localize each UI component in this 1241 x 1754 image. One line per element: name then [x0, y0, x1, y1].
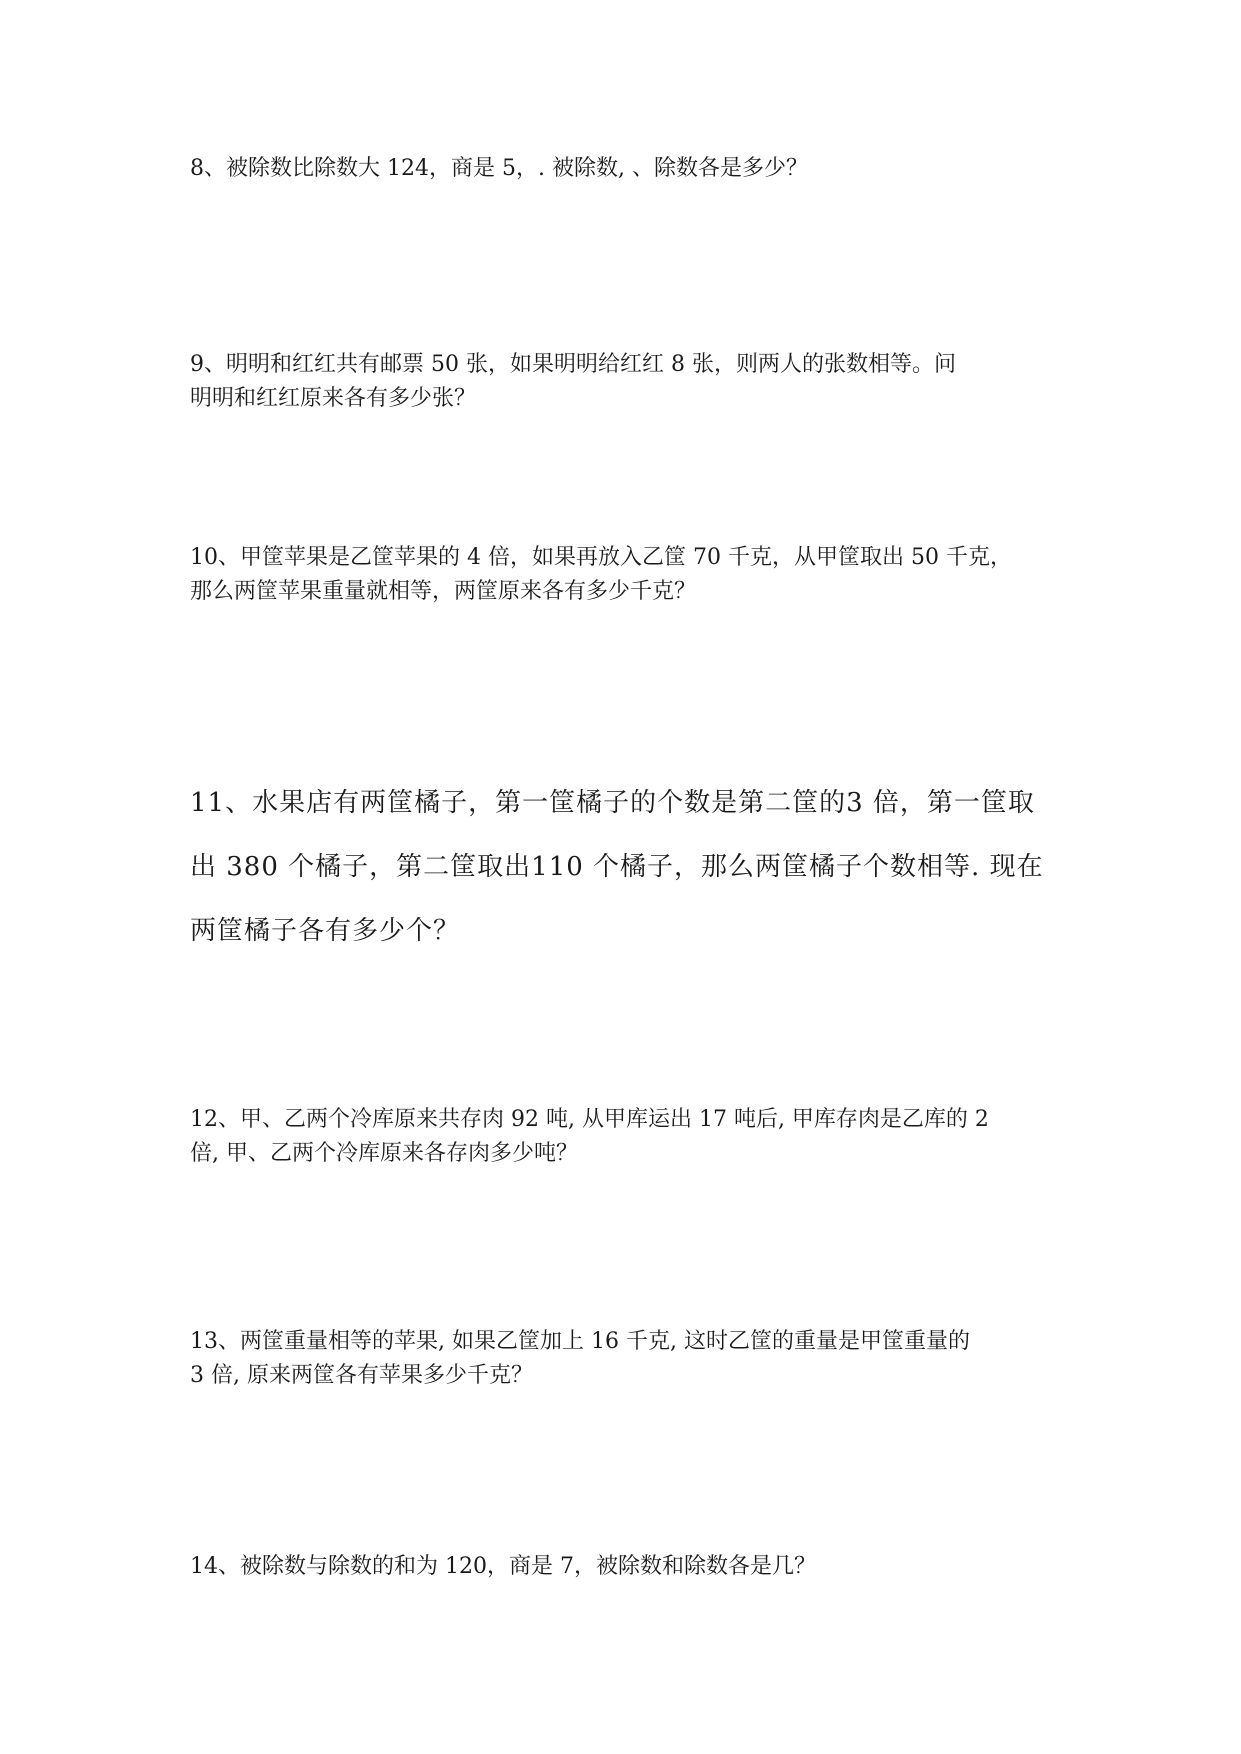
question-13	[190, 1325, 1070, 1393]
question-8	[190, 152, 1070, 186]
question-line: 那么两筐苹果重量就相等，两筐原来各有多少千克？	[190, 579, 697, 604]
question-line: 出 380 个橘子，第二筐取出110 个橘子，那么两筐橘子个数相等. 现在	[190, 852, 1044, 882]
question-11	[190, 771, 1070, 963]
question-line: 10、甲筐苹果是乙筐苹果的 4 倍，如果再放入乙筐 70 千克，从甲筐取出 50 千克，	[190, 545, 1012, 570]
question-12	[190, 1103, 1070, 1171]
question-line: 明明和红红原来各有多少张？	[190, 386, 477, 411]
question-line: 13、两筐重量相等的苹果, 如果乙筐加上 16 千克, 这时乙筐的重量是甲筐重量的	[190, 1329, 970, 1354]
question-line: 8、被除数比除数大 124，商是 5，. 被除数, 、除数各是多少？	[190, 156, 808, 181]
question-line: 14、被除数与除数的和为 120，商是 7，被除数和除数各是几？	[190, 1554, 816, 1579]
question-line: 两筐橘子各有多少个？	[190, 916, 461, 946]
question-line: 12、甲、乙两个冷库原来共存肉 92 吨, 从甲库运出 17 吨后, 甲库存肉是乙库的 2	[190, 1107, 989, 1132]
question-line: 3 倍, 原来两筐各有苹果多少千克？	[190, 1363, 533, 1388]
question-9	[190, 348, 1070, 416]
question-line: 倍, 甲、乙两个冷库原来各存肉多少吨？	[190, 1141, 578, 1166]
question-10	[190, 541, 1070, 609]
question-line: 11、水果店有两筐橘子，第一筐橘子的个数是第二筐的3 倍，第一筐取	[190, 788, 1035, 818]
question-line: 9、明明和红红共有邮票 50 张，如果明明给红红 8 张，则两人的张数相等。问	[190, 352, 956, 377]
question-14	[190, 1550, 1070, 1584]
